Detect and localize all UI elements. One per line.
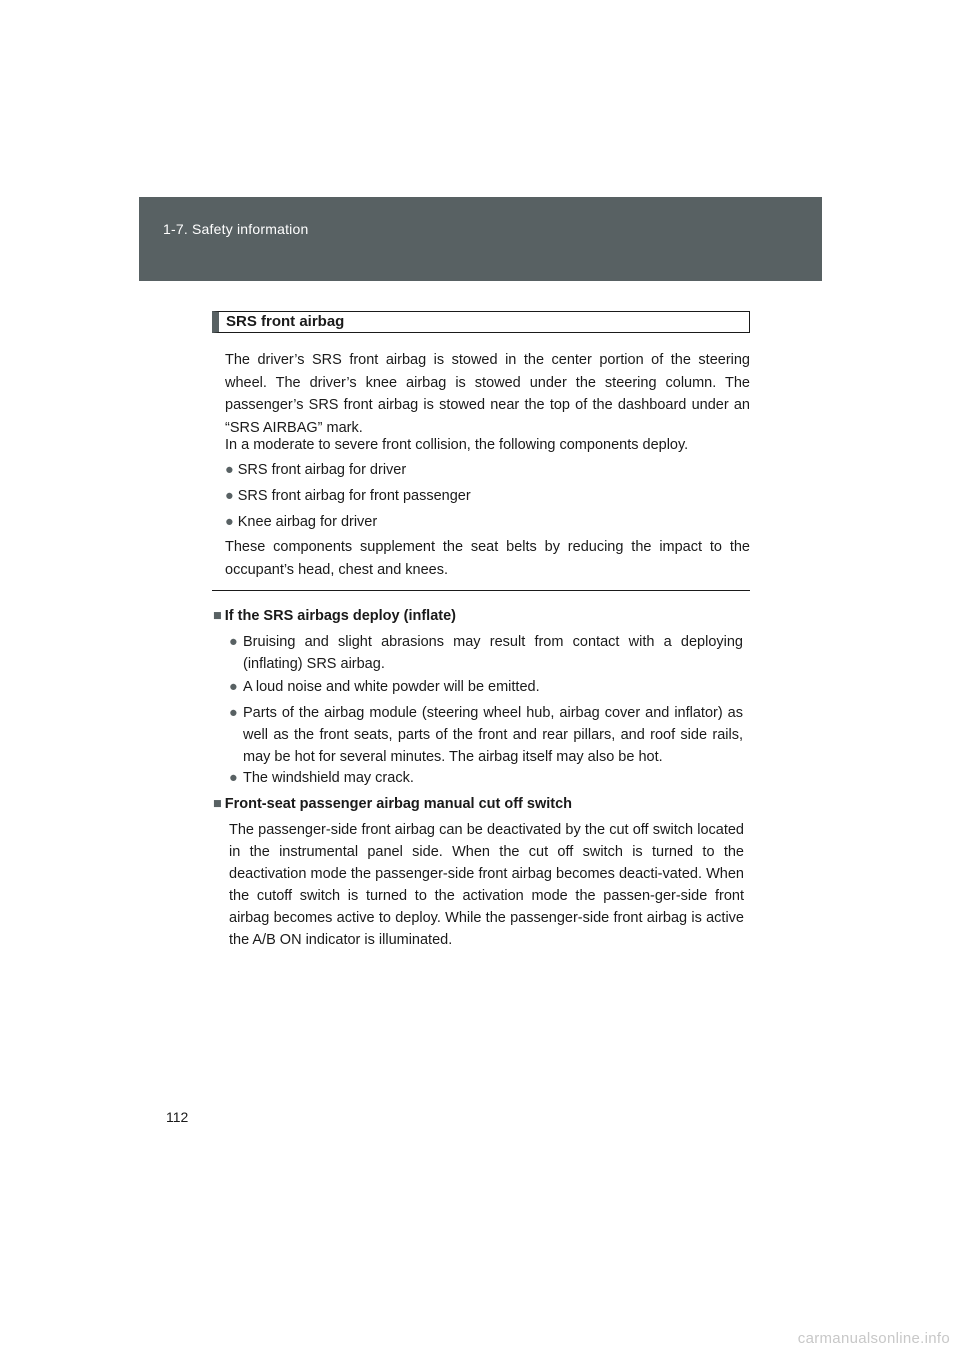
bullet-icon: ● [225,488,234,504]
deploy-note-heading-text: If the SRS airbags deploy (inflate) [224,608,456,624]
square-icon: ■ [213,796,222,812]
bullet-icon: ● [229,705,238,721]
bullet-icon: ● [225,514,234,530]
cutoff-note-heading-text: Front-seat passenger airbag manual cut off switch [224,796,573,812]
bullet-icon: ● [229,679,238,695]
deploy-intro-paragraph: In a moderate to severe front collision, the following components deploy. [225,437,689,453]
section-divider [212,590,750,591]
deploy-note-item [229,631,743,675]
component-label: SRS front airbag for front passenger [237,488,471,504]
chapter-header-label: 1-7. Safety information [163,221,309,237]
deploy-note-text: Parts of the airbag module (steering wheel hub, airbag cover and inflator) as well as the front seats, parts of the front and rear pillars, and roof side rails, may be hot for several minutes. The airbag itself may also be hot. [243,705,743,765]
deploy-note-item [229,676,743,698]
page-number: 112 [166,1109,189,1125]
summary-paragraph: These components supplement the seat belts by reducing the impact to the occupant’s head, chest and knees. [225,539,750,578]
deploy-note-item [229,767,743,789]
bullet-icon: ● [229,634,238,650]
component-list-item [225,459,406,482]
deploy-note-item [229,702,743,768]
deploy-note-text: Bruising and slight abrasions may result from contact with a deploying (inflating) SRS airbag. [243,634,743,672]
component-label: SRS front airbag for driver [237,462,407,478]
intro-paragraph: The driver’s SRS front airbag is stowed in the center portion of the steering wheel. The driver’s knee airbag is stowed under the steering column. The passenger’s SRS front airbag is stowed near the top of the dashboard under an “SRS AIRBAG” mark. [225,352,750,436]
watermark: carmanualsonline.info [797,1330,950,1347]
cutoff-note-heading [213,793,572,815]
cutoff-note-body: The passenger-side front airbag can be deactivated by the cut off switch located in the instrumental panel side. When the cut off switch is turned to the deactivation mode the passenger-side front airbag becomes deacti-vated. When the cutoff switch is turned to the activation mode the passen-ger-side front airbag becomes active to deploy. While the passenger-side front airbag is active the A/B ON indicator is illuminated. [229,822,744,948]
deploy-note-heading [213,605,456,627]
bullet-icon: ● [229,770,238,786]
component-label: Knee airbag for driver [237,514,378,530]
component-list-item [225,511,377,534]
bullet-icon: ● [225,462,234,478]
section-title: SRS front airbag [212,311,750,333]
square-icon: ■ [213,608,222,624]
deploy-note-text: A loud noise and white powder will be emitted. [243,679,540,695]
deploy-note-text: The windshield may crack. [243,770,414,786]
component-list-item [225,485,471,508]
chapter-header-band [139,197,822,281]
